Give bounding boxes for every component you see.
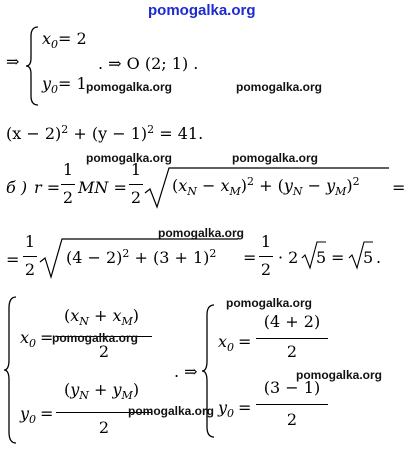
x0-label: $x_0$ <box>218 332 235 354</box>
fraction-bar <box>23 256 37 257</box>
left-brace <box>202 304 216 438</box>
watermark-text: pomogalka.org <box>236 80 323 94</box>
equals-sign: = <box>238 398 252 417</box>
y0-equation: $y_0= 1$ <box>42 74 87 96</box>
fraction-denominator: 2 <box>130 188 142 207</box>
part-b-label: б ) <box>6 178 28 197</box>
watermark-text: pomogalka.org <box>86 151 173 165</box>
circle-equation: $(x - 2)^2 + (y - 1)^2 = 41$. <box>6 123 204 143</box>
equals-sign: = <box>238 332 252 351</box>
fraction-bar <box>256 404 328 405</box>
fraction-numerator: 1 <box>260 232 272 251</box>
equals-sign: = <box>6 250 20 269</box>
numeric-radicand: $(4 - 2)^2 + (3 + 1)^2$ <box>66 247 217 267</box>
fraction-denominator: 2 <box>286 342 298 361</box>
equals-sign: = <box>40 404 54 423</box>
watermark-text: pomogalka.org <box>52 331 139 345</box>
implies-arrow: ⇒ <box>6 52 20 71</box>
equals-sign: = <box>40 328 54 347</box>
r-equals: r = <box>34 178 61 197</box>
watermark-text: pomogalka.org <box>232 151 319 165</box>
mn-equals: MN = <box>78 178 127 197</box>
watermark-text: pomogalka.org <box>296 368 383 382</box>
x0-equation: $x_0= 2$ <box>42 29 87 51</box>
fraction-denominator: 2 <box>260 260 272 279</box>
fraction-bar <box>129 184 143 185</box>
fraction-numerator: 1 <box>62 160 74 179</box>
fraction-numerator: 1 <box>24 232 36 251</box>
fraction-denominator: 2 <box>98 342 110 361</box>
multiplier: · 2 <box>278 248 299 267</box>
equals-sign: = <box>392 178 406 197</box>
implies-arrow: . ⇒ <box>174 362 198 381</box>
site-header-watermark: pomogalka.org <box>148 2 256 19</box>
y0-label: $y_0$ <box>20 404 37 426</box>
fraction-bar <box>256 338 328 339</box>
y-midpoint-numerator: $(y_N + y_M)$ <box>64 380 140 402</box>
fraction-numerator: (4 + 2) <box>263 312 321 331</box>
watermark-text: pomogalka.org <box>86 80 173 94</box>
fraction-denominator: 2 <box>24 260 36 279</box>
point-o-result: . ⇒ O (2; 1) . <box>98 54 199 73</box>
x0-label: $x_0$ <box>20 328 37 350</box>
watermark-text: pomogalka.org <box>128 404 215 418</box>
equals-sign: = <box>331 248 345 267</box>
fraction-denominator: 2 <box>62 188 74 207</box>
equals-sign: = <box>243 248 257 267</box>
watermark-text: pomogalka.org <box>226 296 313 310</box>
fraction-numerator: 1 <box>130 160 142 179</box>
fraction-denominator: 2 <box>286 410 298 429</box>
watermark-text: pomogalka.org <box>158 226 245 240</box>
fraction-bar <box>259 256 273 257</box>
x-midpoint-numerator: $(x_N + x_M)$ <box>64 306 140 328</box>
left-brace <box>4 296 18 444</box>
period: . <box>376 248 382 267</box>
fraction-bar <box>61 184 75 185</box>
distance-radicand: $(x_N - x_M)^2 + (y_N - y_M)^2$ <box>172 175 360 198</box>
fraction-denominator: 2 <box>98 418 110 437</box>
radicand-five: 5 <box>363 248 374 267</box>
fraction-numerator: (3 − 1) <box>263 378 321 397</box>
y0-label: $y_0$ <box>218 398 235 420</box>
radicand-five: 5 <box>316 248 327 267</box>
left-brace <box>26 26 40 106</box>
